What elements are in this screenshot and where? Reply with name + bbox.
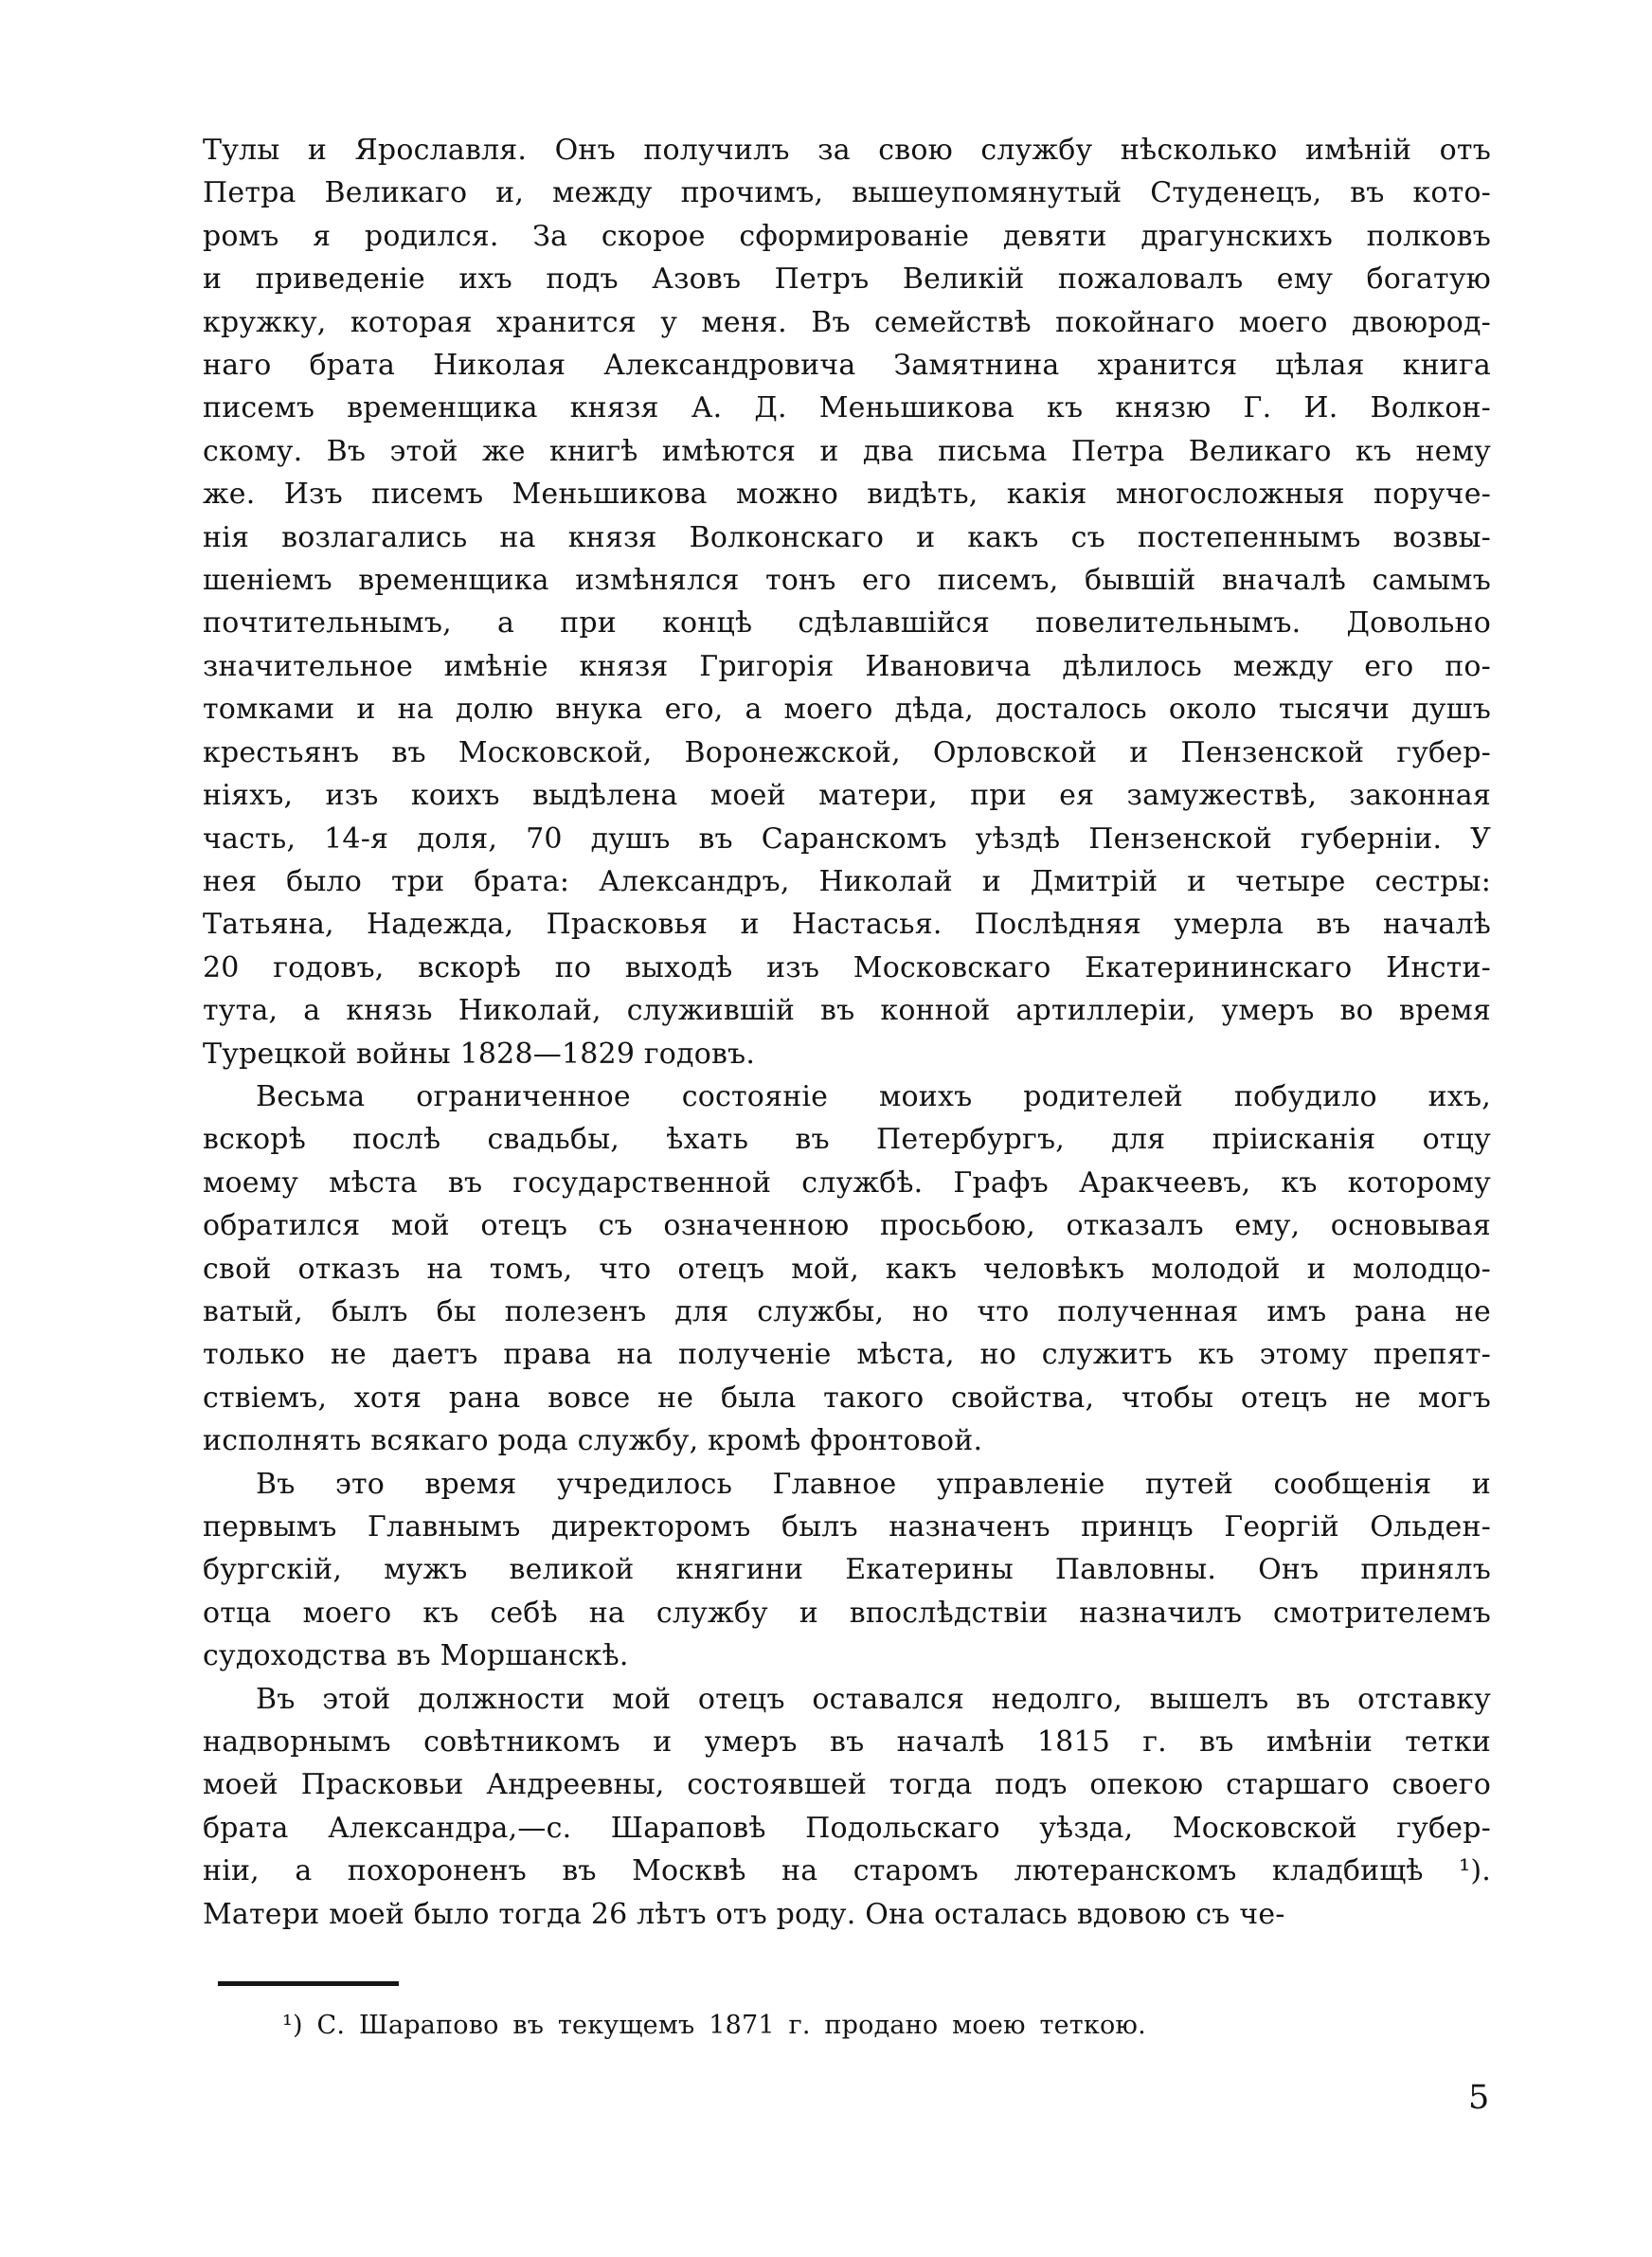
text-line: Петра Великаго и, между прочимъ, вышеупомянутый Студенецъ, въ кото-	[203, 176, 1491, 210]
footnote-divider	[218, 1981, 399, 1986]
text-line: ніи, а похороненъ въ Москвѣ на старомъ лютеранскомъ кладбищѣ ¹).	[203, 1854, 1491, 1888]
text-line: Татьяна, Надежда, Прасковья и Настасья. Послѣдняя умерла въ началѣ	[203, 908, 1491, 942]
text-line: 20 годовъ, вскорѣ по выходѣ изъ Московскаго Екатерининскаго Инсти-	[203, 950, 1491, 984]
text-line: отца моего къ себѣ на службу и впослѣдствіи назначилъ смотрителемъ	[203, 1596, 1491, 1630]
text-line: Матери моей было тогда 26 лѣтъ отъ роду. Она осталась вдовою съ че-	[203, 1897, 1285, 1931]
text-line: судоходства въ Моршанскѣ.	[203, 1639, 629, 1673]
text-line: вскорѣ послѣ свадьбы, ѣхать въ Петербургъ, для пріисканія отцу	[203, 1123, 1491, 1157]
text-line: значительное имѣніе князя Григорія Ивановича дѣлилось между его по-	[203, 649, 1491, 683]
text-line: часть, 14-я доля, 70 душъ въ Саранскомъ уѣздѣ Пензенской губерніи. У	[203, 822, 1491, 856]
text-line: крестьянъ въ Московской, Воронежской, Орловской и Пензенской губер-	[203, 735, 1491, 769]
text-line: тута, а князь Николай, служившій въ конной артиллеріи, умеръ во время	[203, 994, 1491, 1028]
text-line: исполнять всякаго рода службу, кромѣ фронтовой.	[203, 1424, 983, 1458]
text-line: наго брата Николая Александровича Замятнина хранится цѣлая книга	[203, 349, 1491, 383]
text-line: Тулы и Ярославля. Онъ получилъ за свою службу нѣсколько имѣній отъ	[203, 134, 1491, 167]
text-line: свой отказъ на томъ, что отецъ мой, какъ человѣкъ молодой и молодцо-	[203, 1252, 1491, 1286]
text-line: нея было три брата: Александръ, Николай и Дмитрій и четыре сестры:	[203, 864, 1491, 898]
text-line: ромъ я родился. За скорое сформированіе девяти драгунскихъ полковъ	[203, 219, 1491, 253]
text-line: только не даетъ права на полученіе мѣста, но служитъ къ этому препят-	[203, 1338, 1491, 1372]
text-line: шеніемъ временщика измѣнялся тонъ его писемъ, бывшій вначалѣ самымъ	[203, 564, 1491, 598]
text-line: надворнымъ совѣтникомъ и умеръ въ началѣ 1815 г. въ имѣніи тетки	[203, 1725, 1491, 1760]
text-line: бургскій, мужъ великой княгини Екатерины Павловны. Онъ принялъ	[203, 1553, 1491, 1587]
text-line: моей Прасковьи Андреевны, состоявшей тогда подъ опекою старшаго своего	[203, 1768, 1491, 1802]
text-line: ніяхъ, изъ коихъ выдѣлена моей матери, при ея замужествѣ, законная	[203, 779, 1491, 813]
text-line: Весьма ограниченное состояніе моихъ родителей побудило ихъ,	[256, 1079, 1491, 1113]
text-line: нія возлагались на князя Волконскаго и какъ съ постепеннымъ возвы-	[203, 520, 1491, 554]
text-line: ствіемъ, хотя рана вовсе не была такого свойства, чтобы отецъ не могъ	[203, 1381, 1491, 1415]
page-number: 5	[1468, 2079, 1490, 2117]
text-line: писемъ временщика князя А. Д. Меньшикова къ князю Г. И. Волкон-	[203, 391, 1491, 425]
text-line: ватый, былъ бы полезенъ для службы, но что полученная имъ рана не	[203, 1294, 1491, 1328]
text-line: Въ этой должности мой отецъ оставался недолго, вышелъ въ отставку	[256, 1682, 1491, 1716]
body-text	[203, 129, 1491, 1936]
text-line: томками и на долю внука его, а моего дѣда, досталось около тысячи душъ	[203, 693, 1491, 727]
text-line: первымъ Главнымъ директоромъ былъ назначенъ принцъ Георгій Ольден-	[203, 1510, 1491, 1544]
text-line: Въ это время учредилось Главное управленіе путей сообщенія и	[256, 1467, 1491, 1501]
text-line: Турецкой войны 1828—1829 годовъ.	[203, 1037, 756, 1071]
text-line: и приведеніе ихъ подъ Азовъ Петръ Великій пожаловалъ ему богатую	[203, 262, 1491, 297]
footnote-text: ¹) С. Шарапово въ текущемъ 1871 г. продано моею теткою.	[282, 2011, 1146, 2040]
text-line: моему мѣста въ государственной службѣ. Графъ Аракчеевъ, къ которому	[203, 1165, 1491, 1200]
text-line: обратился мой отецъ съ означенною просьбою, отказалъ ему, основывая	[203, 1209, 1491, 1243]
text-line: брата Александра,—с. Шараповѣ Подольскаго уѣзда, Московской губер-	[203, 1811, 1491, 1845]
text-line: же. Изъ писемъ Меньшикова можно видѣть, какія многосложныя поруче-	[203, 478, 1491, 512]
text-line: почтительнымъ, а при концѣ сдѣлавшійся повелительнымъ. Довольно	[203, 606, 1491, 641]
text-line: кружку, которая хранится у меня. Въ семействѣ покойнаго моего двоюрод-	[203, 305, 1491, 339]
text-line: скому. Въ этой же книгѣ имѣются и два письма Петра Великаго къ нему	[203, 434, 1491, 468]
